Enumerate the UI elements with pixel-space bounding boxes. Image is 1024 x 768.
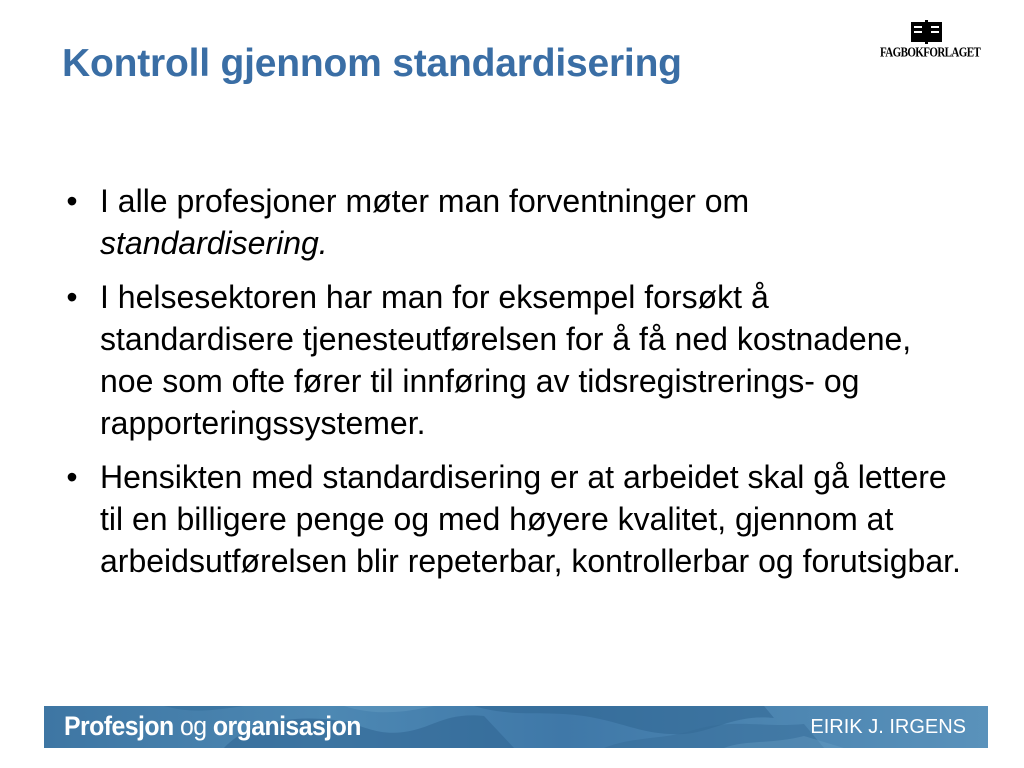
bullet-item: [62, 456, 962, 582]
bullet-item: [62, 276, 962, 444]
footer-author: EIRIK J. IRGENS: [810, 716, 966, 738]
bullet-text: I alle profesjoner møter man forventninger om: [100, 183, 750, 219]
footer-band: [44, 706, 988, 748]
footer-word-og: og: [179, 711, 207, 741]
bullet-marker: •: [66, 183, 78, 219]
bullet-item: [62, 180, 962, 264]
bullet-emphasis: standardisering.: [100, 225, 328, 261]
bullet-list: [62, 180, 962, 594]
footer-book-title: [64, 711, 361, 742]
publisher-logo: [880, 20, 981, 68]
bullet-text: Hensikten med standardisering er at arbeidet skal gå lettere til en billigere penge og med høyere kvalitet, gjennom at arbeidsutførelsen blir repeterbar, kontrollerbar og forutsigbar.: [100, 459, 961, 579]
bullet-text: I helsesektoren har man for eksempel forsøkt å standardisere tjenesteutførelsen for å få ned kostnadene, noe som ofte fører til innføring av tidsregistrerings- og rapporteringssystemer.: [100, 279, 912, 441]
logo-text: FAGBOKFORLAGET: [880, 45, 981, 61]
bullet-marker: •: [66, 279, 78, 315]
slide-title: Kontroll gjennom standardisering: [62, 42, 682, 85]
footer-word-profesjon: Profesjon: [64, 711, 174, 741]
footer-word-organisasjon: organisasjon: [212, 711, 361, 741]
bullet-marker: •: [66, 459, 78, 495]
book-logo-icon: [910, 20, 944, 44]
